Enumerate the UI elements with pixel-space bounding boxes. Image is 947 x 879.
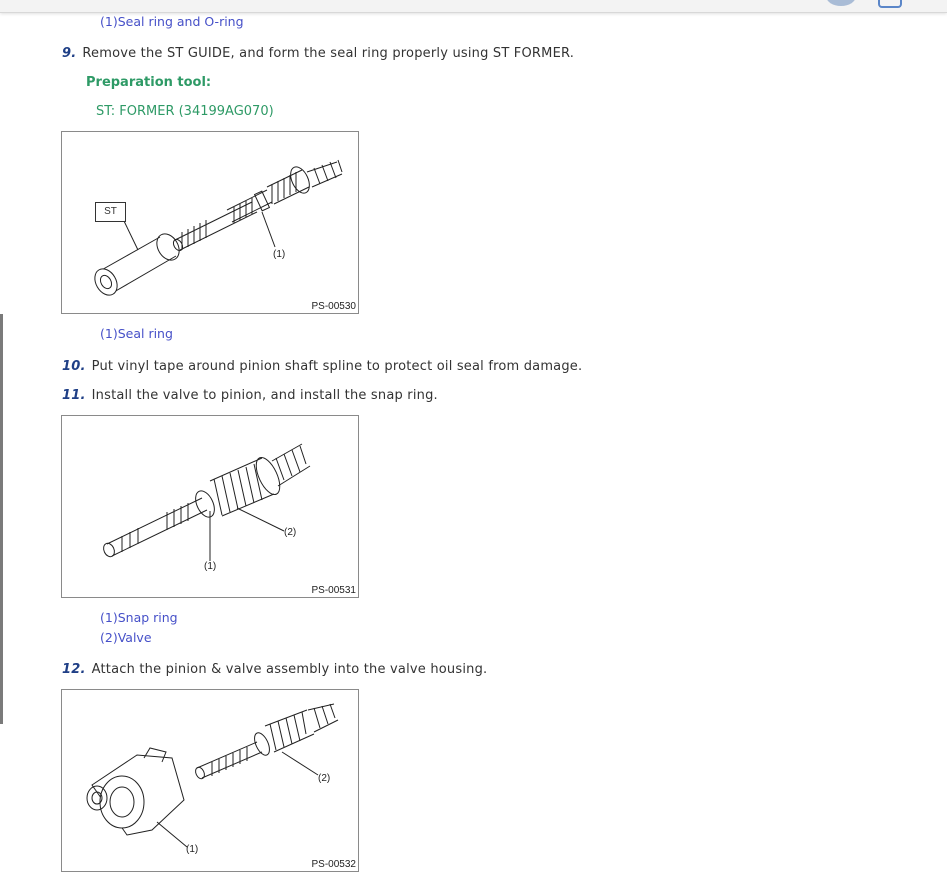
step-text: Remove the ST GUIDE, and form the seal ring properly using ST FORMER. (82, 46, 575, 61)
step-number: 9. (62, 46, 77, 61)
step-text: Install the valve to pinion, and install the snap ring. (91, 388, 438, 403)
step-12 (62, 662, 487, 677)
figure-ps-00530 (61, 131, 359, 314)
figure-id: PS-00532 (311, 859, 356, 870)
step-10 (62, 359, 582, 374)
step-text: Put vinyl tape around pinion shaft spline to protect oil seal from damage. (91, 359, 583, 374)
callout-2: (2) (284, 527, 297, 538)
legend-seal-ring-o-ring: (1)Seal ring and O-ring (100, 14, 244, 29)
step-11 (62, 388, 438, 403)
step-text: Attach the pinion & valve assembly into the valve housing. (91, 662, 488, 677)
browser-top-bar (0, 0, 947, 13)
profile-avatar[interactable] (826, 0, 856, 6)
legend-valve: (2)Valve (100, 630, 152, 645)
preparation-tool-item: ST: FORMER (34199AG070) (96, 104, 274, 119)
callout-1: (1) (204, 561, 217, 572)
callout-1: (1) (186, 844, 199, 855)
scrollbar-track[interactable] (0, 314, 3, 724)
collections-icon[interactable] (878, 0, 902, 8)
step-9 (62, 46, 574, 61)
figure-ps-00532-drawing (62, 690, 358, 871)
legend-seal-ring: (1)Seal ring (100, 326, 173, 341)
callout-1: (1) (273, 249, 286, 260)
figure-id: PS-00530 (311, 301, 356, 312)
st-callout-label: ST (95, 202, 126, 222)
figure-id: PS-00531 (311, 585, 356, 596)
legend-snap-ring: (1)Snap ring (100, 610, 178, 625)
step-number: 11. (62, 388, 86, 403)
figure-ps-00531 (61, 415, 359, 598)
preparation-tool-heading: Preparation tool: (86, 75, 212, 90)
figure-ps-00532 (61, 689, 359, 872)
step-number: 10. (62, 359, 86, 374)
callout-2: (2) (318, 773, 331, 784)
figure-ps-00530-drawing (62, 132, 358, 313)
step-number: 12. (62, 662, 86, 677)
